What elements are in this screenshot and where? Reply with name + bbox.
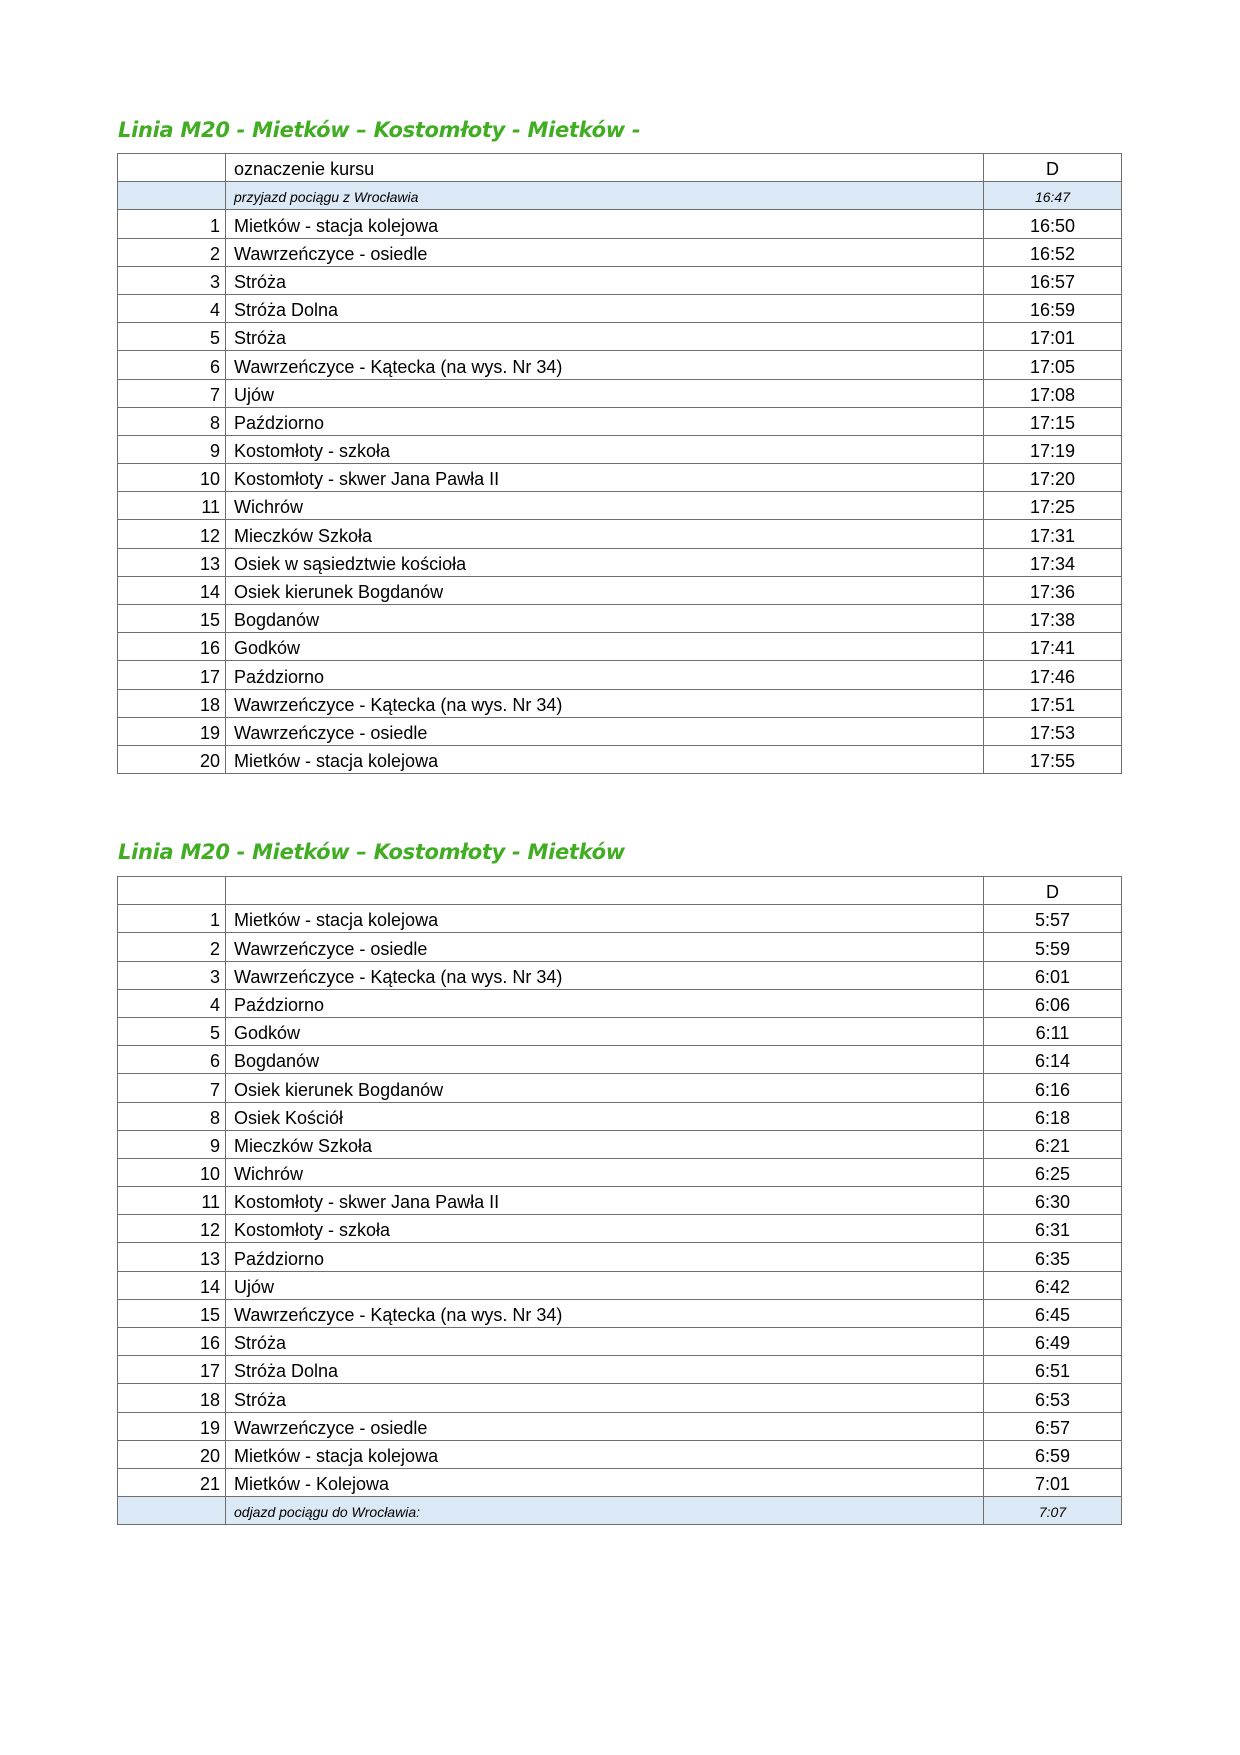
header-row	[118, 154, 1122, 182]
arrival-info-row	[118, 182, 1122, 210]
table-row	[118, 717, 1122, 745]
departure-time: 17:08	[984, 379, 1122, 407]
stop-name: Mietków - stacja kolejowa	[226, 210, 984, 238]
table-row	[118, 605, 1122, 633]
stop-name: Kostomłoty - szkoła	[226, 1215, 984, 1243]
table-row	[118, 464, 1122, 492]
stop-name: Osiek kierunek Bogdanów	[226, 1074, 984, 1102]
arrival-info-time: 16:47	[984, 182, 1122, 210]
table-row	[118, 745, 1122, 773]
departure-time: 17:36	[984, 576, 1122, 604]
departure-time: 17:19	[984, 435, 1122, 463]
stop-name: Stróża	[226, 266, 984, 294]
stop-number: 8	[118, 1102, 226, 1130]
stop-number: 16	[118, 1328, 226, 1356]
stop-name: Ujów	[226, 1271, 984, 1299]
departure-time: 5:57	[984, 905, 1122, 933]
table-row	[118, 1440, 1122, 1468]
timetable-2	[117, 876, 1122, 1525]
table-row	[118, 1102, 1122, 1130]
departure-time: 6:21	[984, 1130, 1122, 1158]
stop-name: Ujów	[226, 379, 984, 407]
stop-name: Bogdanów	[226, 1046, 984, 1074]
stop-name: Wawrzeńczyce - osiedle	[226, 933, 984, 961]
stop-number: 18	[118, 1384, 226, 1412]
stop-number: 12	[118, 520, 226, 548]
stop-name: Mieczków Szkoła	[226, 520, 984, 548]
stop-number: 7	[118, 1074, 226, 1102]
departure-time: 6:59	[984, 1440, 1122, 1468]
departure-time: 6:45	[984, 1299, 1122, 1327]
departure-time: 6:18	[984, 1102, 1122, 1130]
stop-name: Wawrzeńczyce - Kątecka (na wys. Nr 34)	[226, 689, 984, 717]
departure-time: 6:14	[984, 1046, 1122, 1074]
departure-time: 6:11	[984, 1017, 1122, 1045]
stop-number: 11	[118, 1187, 226, 1215]
stop-name: Mieczków Szkoła	[226, 1130, 984, 1158]
table-row	[118, 1468, 1122, 1496]
stop-name: Wawrzeńczyce - Kątecka (na wys. Nr 34)	[226, 961, 984, 989]
table-row	[118, 933, 1122, 961]
stop-name: Osiek kierunek Bogdanów	[226, 576, 984, 604]
table-row	[118, 1243, 1122, 1271]
table-row	[118, 266, 1122, 294]
table-row	[118, 1074, 1122, 1102]
table-row	[118, 1299, 1122, 1327]
stop-number: 2	[118, 933, 226, 961]
course-label	[226, 877, 984, 905]
stop-number: 14	[118, 576, 226, 604]
table-row	[118, 1215, 1122, 1243]
stop-name: Mietków - Kolejowa	[226, 1468, 984, 1496]
stop-name: Stróża	[226, 1328, 984, 1356]
stop-number: 10	[118, 1158, 226, 1186]
table-row	[118, 520, 1122, 548]
stop-number: 15	[118, 605, 226, 633]
stop-number: 5	[118, 323, 226, 351]
stop-number: 20	[118, 745, 226, 773]
departure-time: 6:16	[984, 1074, 1122, 1102]
departure-time: 6:06	[984, 989, 1122, 1017]
stop-number: 13	[118, 1243, 226, 1271]
stop-name: Osiek w sąsiedztwie kościoła	[226, 548, 984, 576]
stop-name: Wawrzeńczyce - osiedle	[226, 717, 984, 745]
departure-time: 17:15	[984, 407, 1122, 435]
stop-name: Mietków - stacja kolejowa	[226, 745, 984, 773]
stop-name: Wawrzeńczyce - Kątecka (na wys. Nr 34)	[226, 1299, 984, 1327]
table-row	[118, 379, 1122, 407]
table-row	[118, 1412, 1122, 1440]
departure-time: 17:55	[984, 745, 1122, 773]
table-row	[118, 294, 1122, 322]
stop-name: Stróża	[226, 1384, 984, 1412]
stop-number: 6	[118, 351, 226, 379]
stop-name: Kostomłoty - szkoła	[226, 435, 984, 463]
table-row	[118, 323, 1122, 351]
header-row	[118, 877, 1122, 905]
info-number-cell	[118, 1497, 226, 1525]
stop-name: Paździorno	[226, 989, 984, 1017]
table-row	[118, 1356, 1122, 1384]
arrival-info-label: przyjazd pociągu z Wrocławia	[226, 182, 984, 210]
table-row	[118, 905, 1122, 933]
departure-time: 6:42	[984, 1271, 1122, 1299]
stop-number: 3	[118, 266, 226, 294]
stop-number: 15	[118, 1299, 226, 1327]
departure-time: 6:31	[984, 1215, 1122, 1243]
stop-number: 21	[118, 1468, 226, 1496]
departure-time: 16:59	[984, 294, 1122, 322]
timetable-1	[117, 153, 1122, 774]
departure-time: 17:53	[984, 717, 1122, 745]
stop-name: Wawrzeńczyce - osiedle	[226, 1412, 984, 1440]
table-row	[118, 1158, 1122, 1186]
timetable-1-title: Linia M20 - Mietków – Kostomłoty - Mietków -	[118, 118, 641, 142]
table-row	[118, 351, 1122, 379]
table-row	[118, 1187, 1122, 1215]
stop-name: Stróża Dolna	[226, 294, 984, 322]
stop-name: Osiek Kościół	[226, 1102, 984, 1130]
stop-number: 16	[118, 633, 226, 661]
stop-number: 6	[118, 1046, 226, 1074]
stop-name: Stróża Dolna	[226, 1356, 984, 1384]
stop-name: Kostomłoty - skwer Jana Pawła II	[226, 464, 984, 492]
departure-info-row	[118, 1497, 1122, 1525]
departure-time: 6:57	[984, 1412, 1122, 1440]
stop-name: Godków	[226, 1017, 984, 1045]
departure-time: 16:57	[984, 266, 1122, 294]
table-row	[118, 689, 1122, 717]
departure-time: 17:51	[984, 689, 1122, 717]
table-row	[118, 961, 1122, 989]
stop-number: 9	[118, 435, 226, 463]
stop-number: 2	[118, 238, 226, 266]
departure-time: 17:41	[984, 633, 1122, 661]
table-row	[118, 576, 1122, 604]
stop-number: 1	[118, 210, 226, 238]
stop-number: 7	[118, 379, 226, 407]
stop-number: 3	[118, 961, 226, 989]
course-code: D	[984, 154, 1122, 182]
departure-time: 6:01	[984, 961, 1122, 989]
stop-name: Paździorno	[226, 407, 984, 435]
departure-time: 17:01	[984, 323, 1122, 351]
stop-number: 8	[118, 407, 226, 435]
stop-number: 19	[118, 1412, 226, 1440]
info-number-cell	[118, 182, 226, 210]
departure-time: 17:46	[984, 661, 1122, 689]
stop-name: Bogdanów	[226, 605, 984, 633]
stop-number: 17	[118, 661, 226, 689]
stop-number: 11	[118, 492, 226, 520]
departure-time: 17:31	[984, 520, 1122, 548]
stop-number: 18	[118, 689, 226, 717]
stop-name: Wichrów	[226, 492, 984, 520]
departure-time: 17:38	[984, 605, 1122, 633]
departure-time: 16:50	[984, 210, 1122, 238]
course-label: oznaczenie kursu	[226, 154, 984, 182]
stop-name: Wawrzeńczyce - Kątecka (na wys. Nr 34)	[226, 351, 984, 379]
departure-time: 7:01	[984, 1468, 1122, 1496]
stop-name: Mietków - stacja kolejowa	[226, 1440, 984, 1468]
departure-time: 6:53	[984, 1384, 1122, 1412]
stop-name: Paździorno	[226, 1243, 984, 1271]
header-number-cell	[118, 154, 226, 182]
table-row	[118, 210, 1122, 238]
departure-time: 16:52	[984, 238, 1122, 266]
table-row	[118, 238, 1122, 266]
departure-time: 6:25	[984, 1158, 1122, 1186]
departure-time: 6:30	[984, 1187, 1122, 1215]
stop-number: 1	[118, 905, 226, 933]
table-row	[118, 492, 1122, 520]
stop-number: 10	[118, 464, 226, 492]
departure-time: 5:59	[984, 933, 1122, 961]
departure-time: 17:25	[984, 492, 1122, 520]
stop-name: Stróża	[226, 323, 984, 351]
table-row	[118, 1271, 1122, 1299]
stop-number: 9	[118, 1130, 226, 1158]
stop-number: 19	[118, 717, 226, 745]
departure-info-label: odjazd pociągu do Wrocławia:	[226, 1497, 984, 1525]
table-row	[118, 1130, 1122, 1158]
departure-time: 6:49	[984, 1328, 1122, 1356]
table-row	[118, 548, 1122, 576]
stop-number: 12	[118, 1215, 226, 1243]
table-row	[118, 661, 1122, 689]
table-row	[118, 1046, 1122, 1074]
departure-time: 6:35	[984, 1243, 1122, 1271]
departure-time: 17:05	[984, 351, 1122, 379]
table-row	[118, 407, 1122, 435]
table-row	[118, 1017, 1122, 1045]
departure-info-time: 7:07	[984, 1497, 1122, 1525]
course-code: D	[984, 877, 1122, 905]
table-row	[118, 989, 1122, 1017]
stop-number: 20	[118, 1440, 226, 1468]
stop-name: Mietków - stacja kolejowa	[226, 905, 984, 933]
stop-name: Godków	[226, 633, 984, 661]
header-number-cell	[118, 877, 226, 905]
table-row	[118, 1328, 1122, 1356]
stop-number: 14	[118, 1271, 226, 1299]
table-row	[118, 435, 1122, 463]
stop-number: 13	[118, 548, 226, 576]
timetable-2-title: Linia M20 - Mietków – Kostomłoty - Mietków	[118, 840, 625, 864]
stop-number: 17	[118, 1356, 226, 1384]
departure-time: 6:51	[984, 1356, 1122, 1384]
stop-name: Wichrów	[226, 1158, 984, 1186]
table-row	[118, 1384, 1122, 1412]
stop-number: 4	[118, 989, 226, 1017]
stop-name: Kostomłoty - skwer Jana Pawła II	[226, 1187, 984, 1215]
stop-name: Wawrzeńczyce - osiedle	[226, 238, 984, 266]
departure-time: 17:20	[984, 464, 1122, 492]
stop-number: 4	[118, 294, 226, 322]
stop-name: Paździorno	[226, 661, 984, 689]
stop-number: 5	[118, 1017, 226, 1045]
table-row	[118, 633, 1122, 661]
departure-time: 17:34	[984, 548, 1122, 576]
